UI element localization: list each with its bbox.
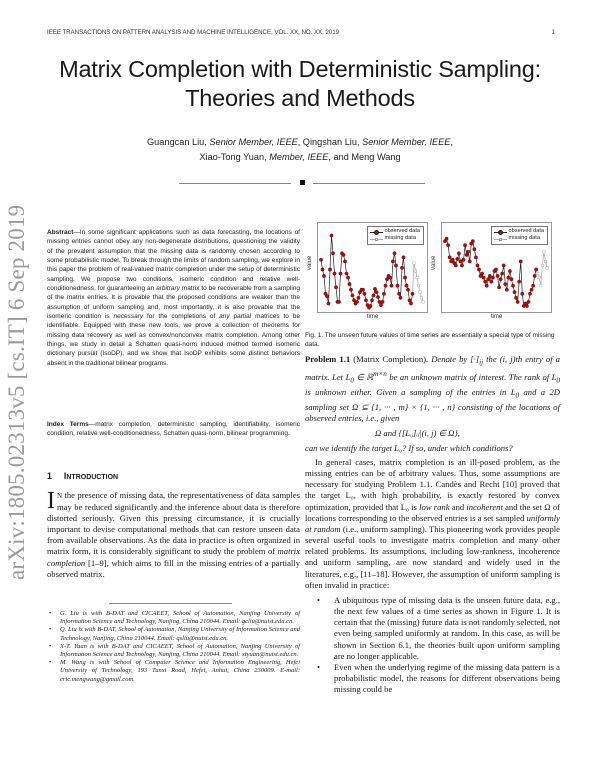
subscript: 0 bbox=[350, 376, 354, 385]
subscript: ij bbox=[479, 358, 484, 367]
footnote-item: • Q. Liu is with B-DAT, School of Automation, Nanjing University of Information Science and Technology, Nanjing, China 210044. Email: qsliu@nuist.edu.cn. bbox=[47, 626, 300, 642]
author-role: Senior Member, IEEE bbox=[362, 137, 451, 147]
legend-label: missing data bbox=[508, 235, 540, 242]
journal-name: IEEE TRANSACTIONS ON PATTERN ANALYSIS AND MACHINE INTELLIGENCE, VOL. XX, NO. XX, 2019 bbox=[47, 29, 340, 36]
plot-area bbox=[317, 222, 428, 313]
problem-text: ∈ ℝ bbox=[353, 371, 374, 382]
abstract-text: —In some significant applications such as data forecasting, the locations of missing entries cannot obey any non-degenerate distributions, questioning the validity of the prevalent assumption that the missing data is randomly chosen according to some probabilistic model. To break through the limits of random sampling, we explore in this paper the problem of real-valued matrix completion under the setup of deterministic sampling. We propose two conditions, isomeric condition and relative well-conditionedness, for guaranteeing an bbox=[47, 229, 300, 293]
legend-label: missing data bbox=[384, 235, 416, 242]
body-text: (i.e., uniform sampling). This pioneering work provides people several useful tools to investigate matrix completion and many other related problems. Its assumptions, including low-rankness, incoherence and uniform sampling, are now standard and widely used in the literatures, e.g., [11–18]. However, the assumption of uniform sampling is often invalid in practice: bbox=[305, 523, 560, 590]
chart-legend bbox=[367, 226, 424, 245]
author-name: Guangcan Liu, bbox=[147, 137, 210, 147]
abstract-emphasis: arbitrary bbox=[156, 285, 180, 293]
legend-label: observed data bbox=[508, 228, 544, 234]
figure-1-plot-left bbox=[307, 222, 438, 322]
drop-cap: I bbox=[47, 488, 55, 514]
abstract bbox=[47, 228, 300, 368]
abstract-text: for the completions of bbox=[143, 313, 220, 321]
introduction-paragraph bbox=[47, 490, 300, 580]
index-terms bbox=[47, 420, 300, 439]
x-axis-label: time bbox=[490, 314, 503, 320]
title-line-2: Theories and Methods bbox=[185, 85, 415, 111]
footnote-rule bbox=[109, 603, 232, 604]
problem-question: can we identify the target L₀? If so, under which conditions? bbox=[305, 443, 513, 454]
body-text: and bbox=[449, 501, 467, 512]
separator: , bbox=[450, 137, 453, 147]
body-text: and the set Ω of locations corresponding to the observed entries is a set sampled bbox=[305, 501, 560, 523]
y-axis-label: value bbox=[307, 255, 313, 270]
problem-text: and a 2D sampling set Ω ⊆ {1, ··· , m} × {1, ··· , n} consisting of the locations of observed entries, i.e., given bbox=[305, 386, 561, 423]
legend-observed bbox=[370, 228, 420, 235]
footnote-item: • X-T. Yuan is with B-DAT and CICAEET, School of Automation, Nanjing University of Information Science and Technology, Nanjing, China 210044. Email: xtyuan@nuist.edu.cn. bbox=[47, 643, 300, 659]
intro-text: [1–9], which aims to fill in the missing entries of a partially observed matrix. bbox=[47, 557, 300, 579]
authors-line-2 bbox=[0, 150, 600, 165]
section-heading-introduction bbox=[47, 471, 118, 481]
figure-1-caption: Fig. 1. The unseen future values of time series are essentially a special type of missing data. bbox=[305, 332, 555, 349]
bullet-item: • A ubiquitous type of missing data is the unseen future data, e.g., the next few values of a time series as shown in Figure 1. It is certain that the (missing) future data is not randomly selected, not even being sampled uniformly at random. In this case, as will be shown in Section 6.1, the theories built upon uniform sampling are no longer applicable. bbox=[305, 595, 560, 662]
abstract-text: partial matrices to be identifiable. Equipped with these new tools, we prove a collection of theorems for missing data recovery as well as convex/nonconvex matrix completion. Among other things, we study in detail a Schatten quasi-norm induced method termed isomeric dictionary pursuit (IsoDP), and we show that IsoDP exhibits some distinct behaviors absent in the traditional bilinear programs. bbox=[47, 313, 300, 367]
problem-text: is unknown either. Given a sampling of the entries in L bbox=[305, 386, 516, 397]
body-emphasis: incoherent bbox=[466, 501, 503, 512]
y-axis-label: value bbox=[431, 255, 437, 270]
bullet-item: • Even when the underlying regime of the missing data pattern is a probabilistic model, the reasons for different observations being missing could be bbox=[305, 662, 560, 695]
legend-missing bbox=[370, 235, 420, 242]
abstract-emphasis: necessary bbox=[113, 313, 144, 321]
body-emphasis: low rank bbox=[419, 501, 450, 512]
problem-text: the (i, j)th entry of a matrix. Let L bbox=[305, 354, 560, 382]
author-role: Member, IEEE bbox=[269, 152, 329, 162]
subscript: 0 bbox=[515, 391, 520, 400]
intro-emphasis: matrix completion bbox=[47, 546, 300, 568]
author-role: Senior Member, IEEE bbox=[209, 137, 298, 147]
problem-name: (Matrix Completion). bbox=[350, 354, 429, 364]
title-divider-right bbox=[313, 183, 425, 184]
author-list bbox=[0, 135, 600, 165]
author-name: , and Meng Wang bbox=[328, 152, 401, 162]
author-name: Xiao-Tong Yuan, bbox=[199, 152, 270, 162]
title-divider-left bbox=[179, 183, 291, 184]
index-terms-text: —matrix completion, deterministic sampling, identifiability, isomeric condition, relative well-conditionedness, Schatten quasi-norm, bilinear programming. bbox=[47, 421, 300, 438]
intro-text: the presence of missing data, the representativeness of data samples may be reduced significantly and the inference about data is therefore distorted seriously. Given this pressing circumstance, it is crucially important to devise computational methods that can restore unseen data from available observations. As the data in practice is often organized in matrix form, it is considerably significant to study the problem of bbox=[47, 490, 300, 557]
arxiv-identifier-stamp: arXiv:1805.02313v5 [cs.IT] 6 Sep 2019 bbox=[4, 204, 29, 580]
running-head bbox=[47, 29, 555, 36]
plot-area bbox=[441, 222, 552, 313]
legend-missing bbox=[494, 235, 544, 242]
x-axis-label: time bbox=[366, 314, 379, 320]
chart-legend bbox=[491, 226, 548, 245]
footnote-item: • M. Wang is with School of Computer Science and Information Engineering, Hefei University of Technology, 193 Tunxi Road, Hefei, Anhui, China 230009. E-mail: eric.mengwang@gmail.com. bbox=[47, 659, 300, 684]
subscript: 0 bbox=[556, 376, 560, 385]
footnote-item: • G. Liu is with B-DAT and CICAEET, School of Automation, Nanjing University of Information Science and Technology, Nanjing, China 210044. Email: gcliu@nuist.edu.cn. bbox=[47, 610, 300, 626]
section-title-rest: NTRODUCTION bbox=[66, 474, 119, 481]
author-name: , Qingshan Liu, bbox=[297, 137, 363, 147]
problem-statement bbox=[305, 354, 560, 454]
index-terms-label: Index Terms bbox=[47, 421, 89, 428]
legend-label: observed data bbox=[384, 228, 420, 234]
problem-label: Problem 1.1 bbox=[305, 354, 351, 364]
abstract-label: Abstract bbox=[47, 229, 74, 236]
page-number: 1 bbox=[551, 29, 555, 36]
problem-text: be an unknown matrix of interest. The rank of L bbox=[386, 371, 557, 382]
abstract-text: matrix to be recoverable from a sampling of the matrix entries. It is provable that the proposed conditions are weaker than the assumption of uniform sampling and, most importantly, it is also provable that the isomeric condition is bbox=[47, 285, 301, 321]
abstract-emphasis: any bbox=[219, 313, 230, 321]
bullet-list bbox=[305, 595, 560, 695]
diamond-ornament-icon bbox=[298, 178, 308, 188]
paragraph bbox=[305, 457, 560, 591]
section-title-initial: I bbox=[63, 471, 67, 481]
body-emphasis: uniformly at random bbox=[305, 512, 560, 534]
body-text-right-column bbox=[305, 457, 560, 695]
figure-1-plot-right bbox=[431, 222, 562, 322]
paper-title bbox=[0, 55, 600, 113]
intro-lead: N bbox=[57, 492, 63, 500]
superscript: m×n bbox=[373, 369, 387, 378]
author-affiliation-footnotes bbox=[47, 610, 300, 684]
display-equation: Ω and {[L₀]ᵢⱼ|(i, j) ∈ Ω}, bbox=[375, 428, 460, 439]
legend-observed bbox=[494, 228, 544, 235]
problem-text: Denote by [·] bbox=[428, 354, 480, 364]
authors-line-1 bbox=[0, 135, 600, 150]
section-number: 1 bbox=[47, 471, 52, 481]
body-text: In general cases, matrix completion is an ill-posed problem, as the missing entries can be of arbitrary values. Thus, some assumptions are necessary for studying Problem 1.1. Candès and Recht [10] proved that the target L₀, with high probability, is exactly restored by convex optimization, provided that L₀ is bbox=[305, 457, 560, 512]
title-line-1: Matrix Completion with Deterministic Sampling: bbox=[59, 56, 541, 82]
